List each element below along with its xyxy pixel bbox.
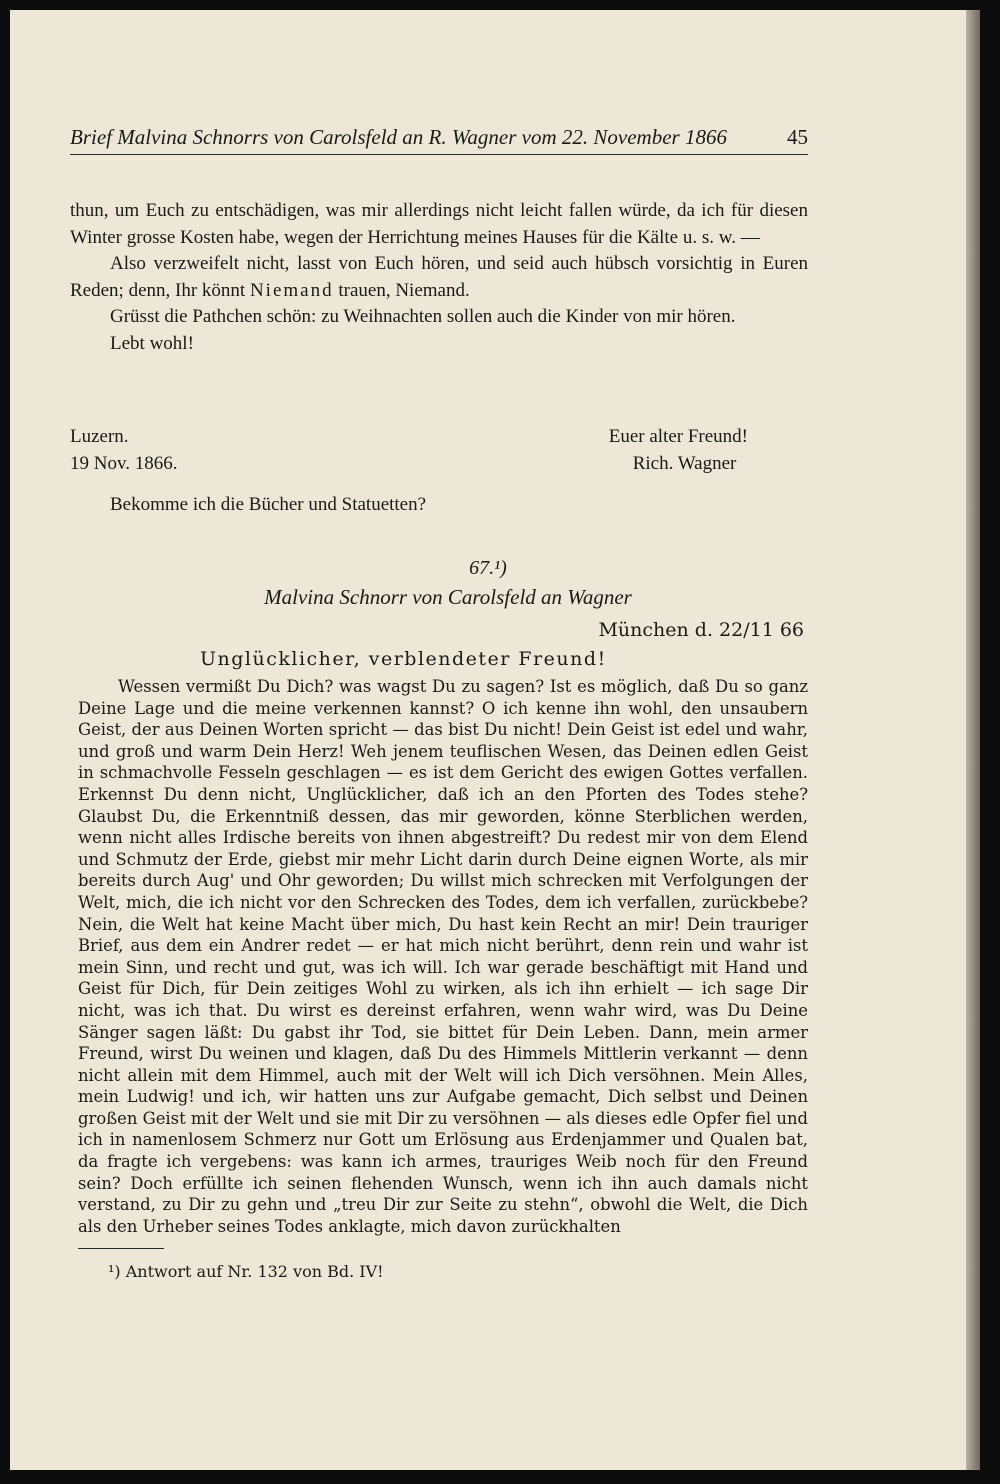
closing: Euer alter Freund! xyxy=(608,426,748,447)
footnote: ¹) Antwort auf Nr. 132 von Bd. IV! xyxy=(108,1262,384,1281)
running-head xyxy=(70,125,808,155)
signature: Rich. Wagner xyxy=(632,452,737,474)
running-head-title: Brief Malvina Schnorrs von Carolsfeld an R. Wagner vom 22. November 1866 xyxy=(70,125,727,149)
letter-number: 67.¹) xyxy=(469,557,507,579)
signature-block xyxy=(70,424,808,480)
paragraph: Lebt wohl! xyxy=(110,332,194,354)
paragraph: thun, um Euch zu entschädigen, was mir allerdings nicht leicht fallen würde, da ich für diesen Winter grosse Kosten habe, wegen der Herrichtung meines Hauses für die Kälte u. s. w. — xyxy=(70,200,808,248)
letter-body xyxy=(78,676,808,1237)
paragraph: Grüsst die Pathchen schön: zu Weihnachten sollen auch die Kinder von mir hören. xyxy=(110,306,736,327)
paragraph: Also verzweifelt nicht, lasst von Euch hören, und seid auch hübsch vorsichtig in Euren Reden; denn, Ihr könnt Niemand trauen, Niemand. xyxy=(70,253,808,301)
page-edge xyxy=(966,10,980,1470)
spaced-word: Niemand xyxy=(249,279,334,301)
page-number: 45 xyxy=(787,125,808,149)
date: 19 Nov. 1866. xyxy=(70,452,178,474)
letter-heading: Malvina Schnorr von Carolsfeld an Wagner xyxy=(264,585,632,609)
postscript: Bekomme ich die Bücher und Statuetten? xyxy=(110,494,427,515)
letter-end-text xyxy=(70,198,808,357)
paragraph: Wessen vermißt Du Dich? was wagst Du zu sagen? Ist es möglich, daß Du so ganz Deine Lage und die meine verkennen kannst? O ich kenne ihn wohl, den unsaubern Geist, der aus Deinen Worten spricht — das bist Du nicht! Dein Geist ist edel und wahr, und groß und warm Dein Herz! Weh jenem teuflischen Wesen, das Deinen edlen Geist in schmachvolle Fesseln geschlagen — es ist dem Gericht des ewigen Gottes verfallen. Erkennst Du denn nicht, Unglücklicher, daß ich an den Pforten des Todes stehe? Glaubst Du, die Erkenntniß dessen, das mir geworden, könne Sterblichen werden, wenn nicht alles Irdische bereits von ihnen abgestreift? Du redest mir von dem Elend und Schmutz der Erde, giebst mir mehr Licht darin durch Deine eignen Worte, als mir bereits durch Aug' und Ohr geworden; Du willst mich schrecken mit Verfolgungen der Welt, mich, die ich nicht vor den Schrecken des Todes, dem ich verfallen, zurückbebe? Nein, die Welt hat keine Macht über mich, Du hast kein Recht an mir! Dein trauriger Brief, aus dem ein Andrer redet — er hat mich nicht berührt, denn rein und wahr ist mein Sinn, und recht und gut, was ich will. Ich war gerade beschäftigt mit Hand und Geist für Dich, für Dein zeitiges Wohl zu wirken, als ich ihn erhielt — ich sage Dir nicht, was ich that. Du wirst es dereinst erfahren, wenn wahr wird, was Du Deine Sänger sagen läßt: Du gabst ihr Tod, sie bittet für Dein Leben. Dann, mein armer Freund, wirst Du weinen und klagen, daß Du des Himmels Mittlerin verkannt — denn nicht allein mit dem Himmel, auch mit der Welt will ich Dich versöhnen. Mein Alles, mein Ludwig! und ich, wir hatten uns zur Aufgabe gemacht, Dich selbst und Deinen großen Geist mit der Welt und sie mit Dir zu versöhnen — als dieses edle Opfer fiel und ich in namenlosem Schmerz nur Gott um Erlösung aus Erdenjammer und Qualen bat, da fragte ich vergebens: was kann ich armes, trauriges Weib noch für den Freund sein? Doch erfüllte ich seinen flehenden Wunsch, wenn ich ihn auch damals nicht verstand, zu Dir zu gehn und „treu Dir zur Seite zu stehn“, obwohl die Welt, die Dich als den Urheber seines Todes anklagte, mich davon zurückhalten xyxy=(78,677,808,1236)
place: Luzern. xyxy=(70,426,129,447)
footnote-rule xyxy=(78,1248,164,1249)
dateline: München d. 22/11 66 xyxy=(598,619,804,641)
salutation: Unglücklicher, verblendeter Freund! xyxy=(200,648,607,670)
